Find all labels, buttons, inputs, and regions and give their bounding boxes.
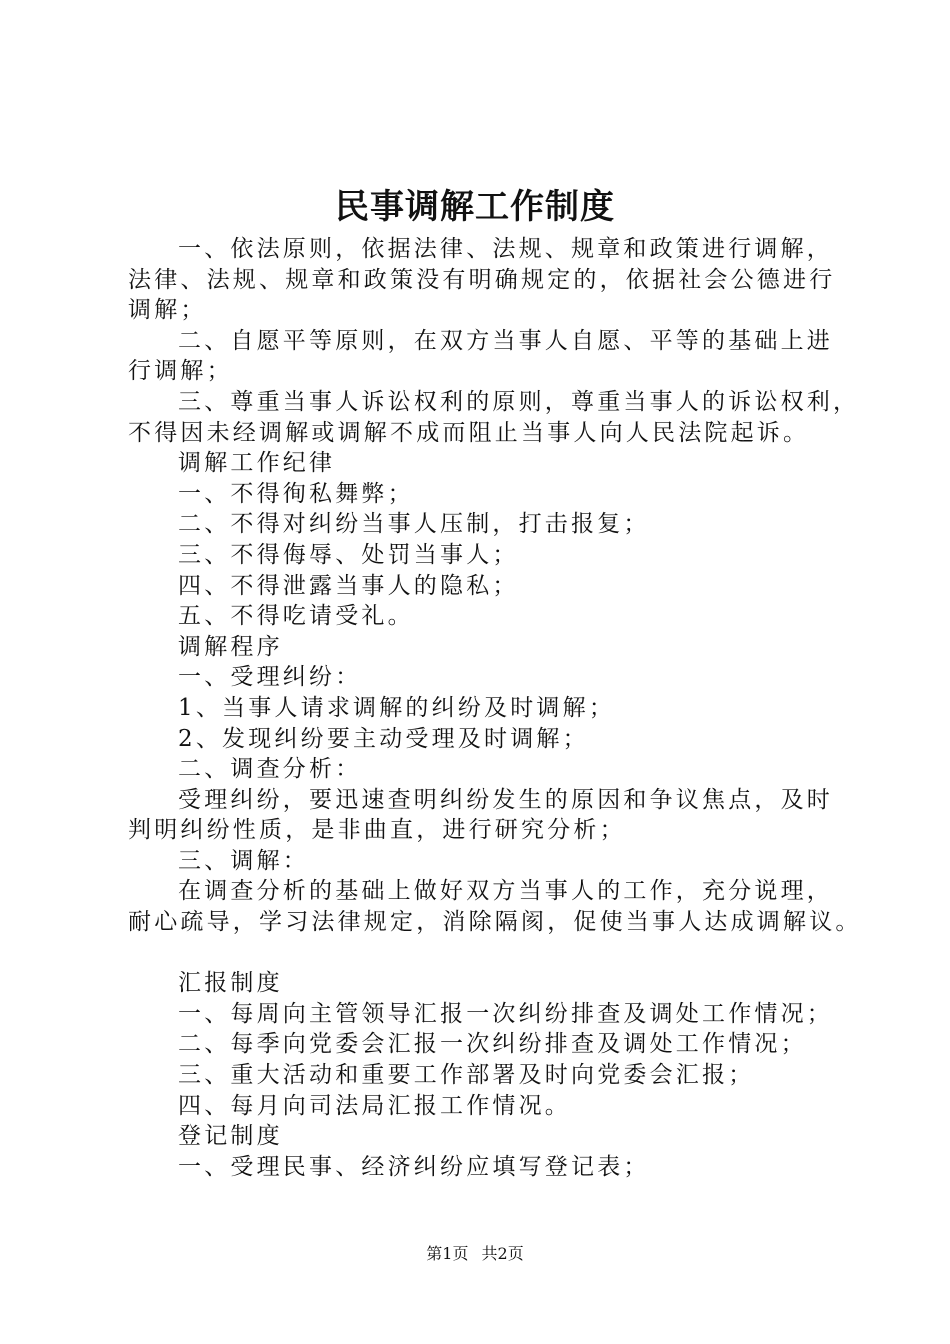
section-heading: 调解工作纪律 <box>178 450 336 477</box>
document-title: 民事调解工作制度 <box>335 187 615 227</box>
list-item: 一、每周向主管领导汇报一次纠纷排查及调处工作情况； <box>178 1000 833 1027</box>
list-item: 三、重大活动和重要工作部署及时向党委会汇报； <box>178 1062 755 1089</box>
page-total: 共2页 <box>481 1244 524 1263</box>
paragraph-line: 耐心疏导，学习法律规定，消除隔阂，促使当事人达成调解议。 <box>128 909 862 936</box>
list-item: 二、每季向党委会汇报一次纠纷排查及调处工作情况； <box>178 1031 807 1058</box>
page-footer <box>0 1243 950 1265</box>
paragraph-line: 法律、法规、规章和政策没有明确规定的，依据社会公德进行 <box>128 266 836 293</box>
list-item: 一、受理民事、经济纠纷应填写登记表； <box>178 1153 650 1180</box>
blank-line <box>128 938 848 969</box>
section-heading: 调解程序 <box>178 633 283 660</box>
paragraph-line: 一、依法原则，依据法律、法规、规章和政策进行调解， <box>178 236 833 262</box>
list-item: 二、调查分析： <box>178 756 362 783</box>
paragraph-line: 行调解； <box>128 358 233 385</box>
list-item: 四、每月向司法局汇报工作情况。 <box>178 1092 571 1119</box>
page-number: 第1页 <box>426 1244 469 1263</box>
list-item: 三、调解： <box>178 847 309 874</box>
list-item: 一、不得徇私舞弊； <box>178 480 414 507</box>
paragraph-line: 不得因未经调解或调解不成而阻止当事人向人民法院起诉。 <box>128 419 810 446</box>
section-heading: 汇报制度 <box>178 970 283 997</box>
list-item: 二、不得对纠纷当事人压制，打击报复； <box>178 511 650 538</box>
paragraph-line: 三、尊重当事人诉讼权利的原则，尊重当事人的诉讼权利， <box>178 388 860 415</box>
paragraph-line: 调解； <box>128 297 207 324</box>
list-item: 四、不得泄露当事人的隐私； <box>178 572 519 599</box>
list-item: 2、发现纠纷要主动受理及时调解； <box>178 725 589 752</box>
list-item: 1、当事人请求调解的纠纷及时调解； <box>178 694 616 721</box>
paragraph-line: 受理纠纷，要迅速查明纠纷发生的原因和争议焦点，及时 <box>178 786 833 813</box>
list-item: 五、不得吃请受礼。 <box>178 603 414 630</box>
paragraph-line: 二、自愿平等原则，在双方当事人自愿、平等的基础上进 <box>178 327 833 354</box>
paragraph-line: 判明纠纷性质，是非曲直，进行研究分析； <box>128 817 626 844</box>
section-heading: 登记制度 <box>178 1123 283 1150</box>
document-body <box>128 234 862 1182</box>
list-item: 三、不得侮辱、处罚当事人； <box>178 541 519 568</box>
list-item: 一、受理纠纷： <box>178 664 362 691</box>
paragraph-line: 在调查分析的基础上做好双方当事人的工作，充分说理， <box>178 878 833 905</box>
